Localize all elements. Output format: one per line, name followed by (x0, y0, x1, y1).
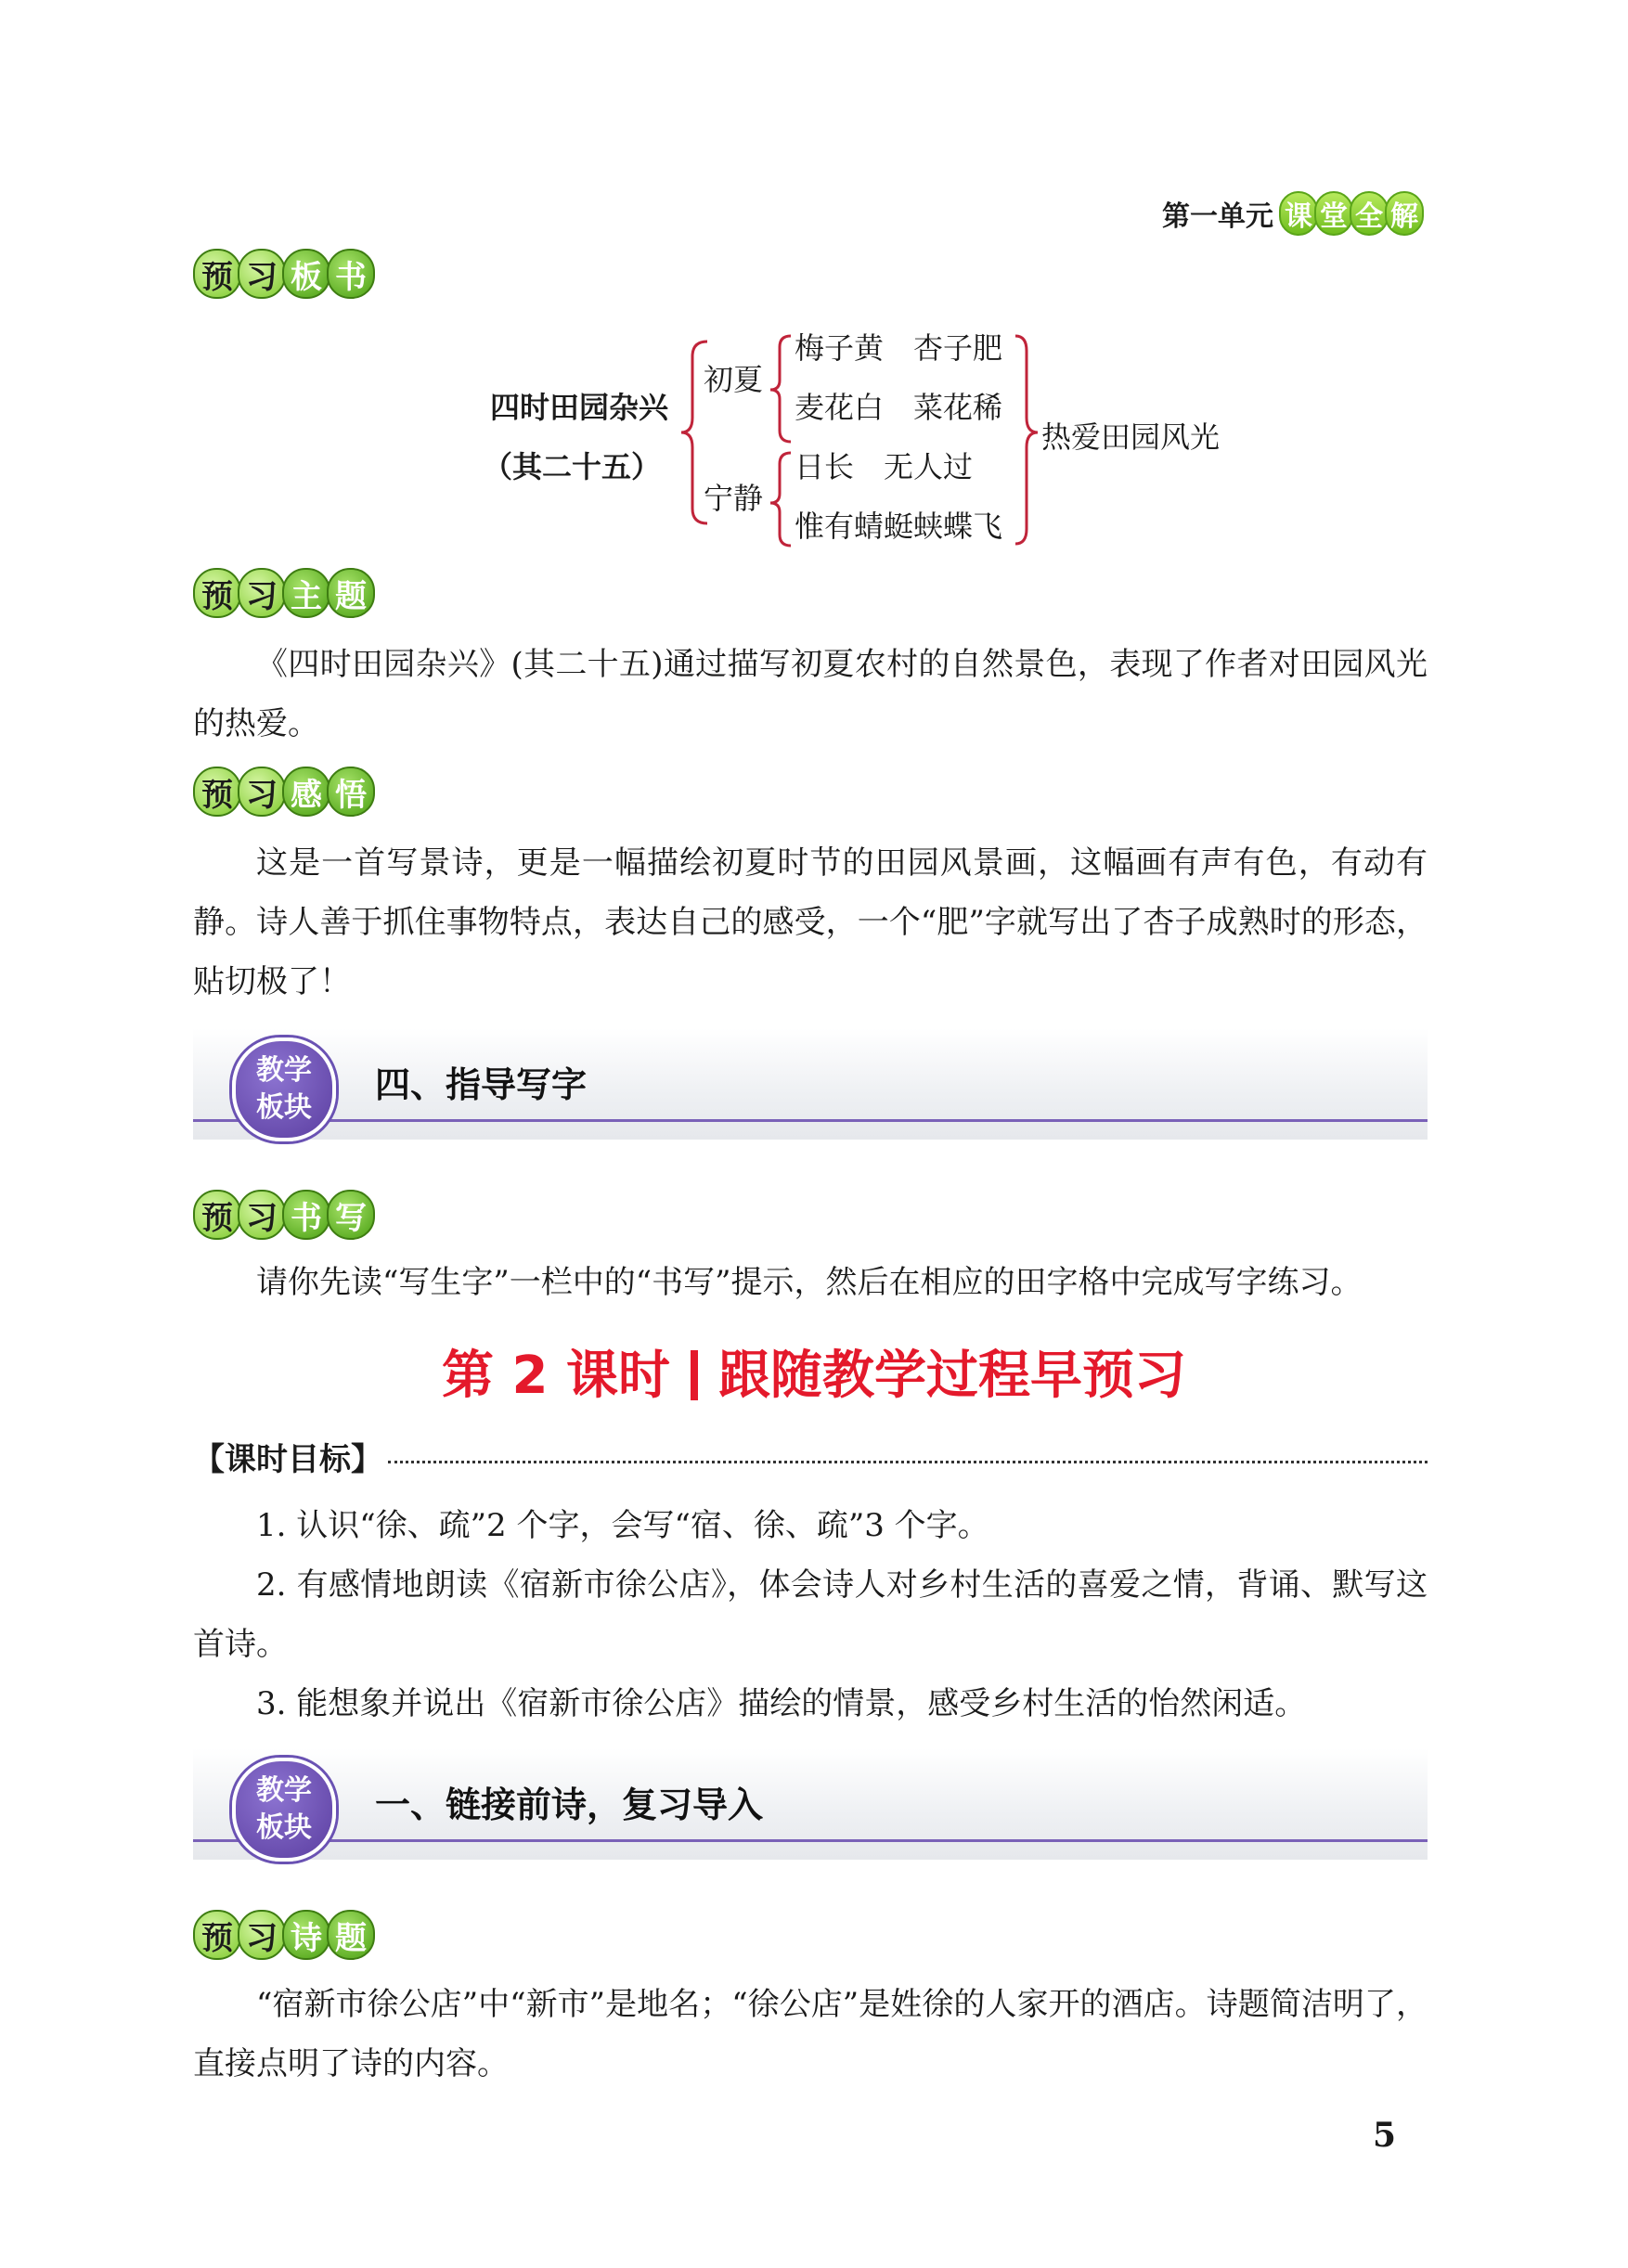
tag-char: 诗 (282, 1910, 330, 1960)
tag-char: 习 (238, 767, 286, 817)
teaching-block-badge (232, 1758, 336, 1862)
branch-quiet: 宁静 (704, 481, 764, 516)
badge-top: 教学 (256, 1774, 312, 1807)
board-title-line2: （其二十五） (483, 449, 662, 484)
tag-char: 预 (193, 249, 241, 299)
board-conclusion: 热爱田园风光 (1041, 419, 1221, 455)
tag-char: 主 (282, 568, 330, 618)
section-tag-feeling (193, 767, 371, 817)
board-item: 麦花白 菜花稀 (795, 390, 1003, 425)
teaching-block-banner (193, 1028, 1428, 1149)
section-tag-theme (193, 568, 371, 618)
banner-underline (193, 1119, 1428, 1122)
lesson-number: 第 2 课时 (442, 1346, 670, 1406)
tag-char: 书 (327, 249, 375, 299)
course-tag-char: 堂 (1314, 191, 1353, 236)
badge-bottom: 板块 (256, 1091, 312, 1124)
goals-heading-row (193, 1434, 1428, 1479)
badge-bottom: 板块 (256, 1811, 312, 1844)
tag-char: 写 (327, 1190, 375, 1240)
lesson-separator (691, 1350, 698, 1400)
tag-char: 感 (282, 767, 330, 817)
course-tag-char: 解 (1385, 191, 1424, 236)
tag-char: 预 (193, 1910, 241, 1960)
lesson-subtitle: 跟随教学过程早预习 (717, 1346, 1186, 1406)
tag-char: 预 (193, 1190, 241, 1240)
goals-heading: 【课时目标】 (193, 1441, 382, 1478)
board-item: 梅子黄 杏子肥 (795, 330, 1003, 366)
board-item: 日长 无人过 (795, 449, 974, 484)
tag-char: 习 (238, 249, 286, 299)
tag-char: 题 (327, 568, 375, 618)
tag-char: 悟 (327, 767, 375, 817)
teaching-block-badge (232, 1037, 336, 1141)
tag-char: 习 (238, 1190, 286, 1240)
banner-underline (193, 1839, 1428, 1842)
tag-char: 习 (238, 1910, 286, 1960)
goal-item: 3. 能想象并说出《宿新市徐公店》描绘的情景，感受乡村生活的怡然闲适。 (256, 1685, 1307, 1722)
lesson-heading (0, 1334, 1628, 1409)
tag-char: 习 (238, 568, 286, 618)
feeling-paragraph: 这是一首写景诗，更是一幅描绘初夏时节的田园风景画，这幅画有声有色，有动有静。诗人善于抓住事物特点，表达自己的感受，一个“肥”字就写出了杏子成熟时的形态，贴切极了！ (193, 844, 1428, 1000)
writing-paragraph: 请你先读“写生字”一栏中的“书写”提示，然后在相应的田字格中完成写字练习。 (256, 1264, 1363, 1301)
course-tag-char: 课 (1279, 191, 1318, 236)
banner-title: 四、指导写字 (375, 1064, 588, 1105)
page-number: 5 (1372, 2116, 1396, 2155)
tag-char: 预 (193, 767, 241, 817)
tag-char: 书 (282, 1190, 330, 1240)
unit-label: 第一单元 (1162, 200, 1273, 233)
badge-top: 教学 (256, 1054, 312, 1087)
banner-title: 一、链接前诗，复习导入 (375, 1785, 764, 1825)
goal-item: 2. 有感情地朗读《宿新市徐公店》，体会诗人对乡村生活的喜爱之情，背诵、默写这首诗。 (193, 1566, 1428, 1663)
tag-char: 题 (327, 1910, 375, 1960)
section-tag-writing (193, 1190, 371, 1240)
branch-summer: 初夏 (704, 362, 764, 397)
course-tag-char: 全 (1350, 191, 1389, 236)
board-item: 惟有蜻蜓蛱蝶飞 (795, 509, 1003, 544)
theme-paragraph: 《四时田园杂兴》(其二十五)通过描写初夏农村的自然景色，表现了作者对田园风光的热爱。 (193, 646, 1428, 742)
board-title-line1: 四时田园杂兴 (490, 390, 669, 425)
teaching-block-banner (193, 1748, 1428, 1869)
section-tag-poem-title (193, 1910, 371, 1960)
dotted-rule (388, 1461, 1428, 1463)
poem-title-paragraph: “宿新市徐公店”中“新市”是地名；“徐公店”是姓徐的人家开的酒店。诗题简洁明了，直接点明了诗的内容。 (193, 1986, 1428, 2082)
tag-char: 预 (193, 568, 241, 618)
goal-item: 1. 认识“徐、疏”2 个字，会写“宿、徐、疏”3 个字。 (256, 1507, 989, 1544)
tag-char: 板 (282, 249, 330, 299)
